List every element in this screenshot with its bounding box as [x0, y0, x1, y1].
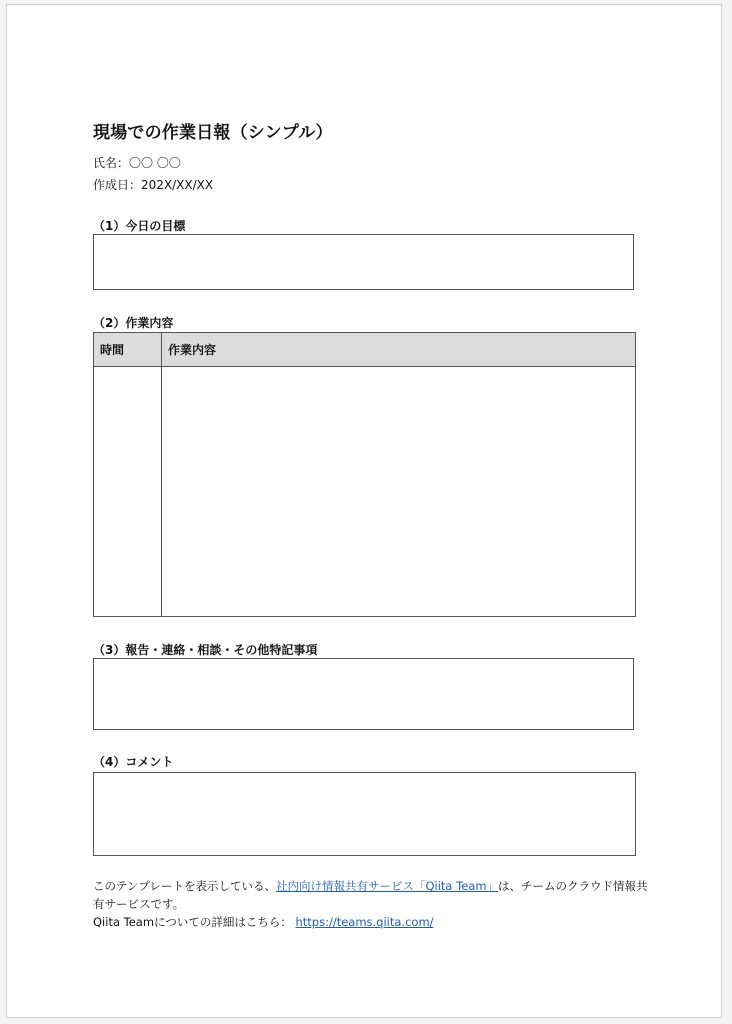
- teams-qiita-url-link[interactable]: https://teams.qiita.com/: [295, 915, 434, 929]
- work-content-cell[interactable]: [162, 367, 636, 617]
- column-header-work-content: 作業内容: [162, 333, 636, 367]
- goal-heading: （1）今日の目標: [93, 219, 186, 233]
- footer-note: [93, 877, 653, 931]
- qiita-team-service-link[interactable]: 社内向け情報共有サービス「Qiita Team」: [275, 879, 499, 893]
- work-table-row: [94, 367, 636, 617]
- work-table-header-row: [94, 333, 636, 367]
- document-page: [6, 4, 722, 1018]
- report-heading: （3）報告・連絡・相談・その他特記事項: [93, 643, 318, 657]
- time-cell[interactable]: [94, 367, 162, 617]
- comment-input-box[interactable]: [93, 772, 636, 856]
- footer-text-after-link: は、チームのクラウド情報共有サービスです。: [93, 879, 648, 911]
- date-line: 作成日：202X/XX/XX: [93, 178, 214, 192]
- work-heading: （2）作業内容: [93, 316, 174, 330]
- footer-text-before-link: このテンプレートを表示している、: [93, 879, 276, 893]
- report-input-box[interactable]: [93, 658, 634, 730]
- column-header-time: 時間: [94, 333, 162, 367]
- goal-input-box[interactable]: [93, 234, 634, 290]
- name-line: 氏名：〇〇 〇〇: [93, 156, 181, 170]
- work-table: [93, 332, 636, 617]
- footer-line-service: [93, 877, 653, 913]
- comment-heading: （4）コメント: [93, 755, 174, 769]
- page-title: 現場での作業日報（シンプル）: [93, 123, 333, 143]
- footer-details-label: Qiita Teamについての詳細はこちら：: [93, 915, 292, 929]
- footer-line-details: [93, 913, 653, 931]
